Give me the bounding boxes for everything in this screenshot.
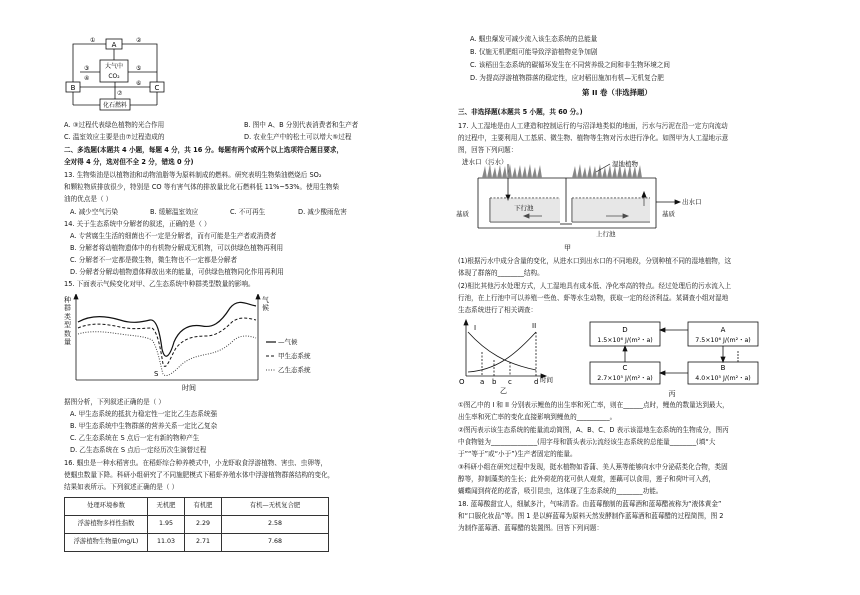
q17-p4-c: 于”“等于”或“小于”)生产者固定的能量。 (458, 450, 577, 458)
section-2-title-2: 全对得 4 分，选对但不全 2 分，错选 0 分) (64, 158, 194, 166)
wetland-diagram (456, 158, 716, 254)
section-3-title: 三、非选择题(本题共 5 小题，共 60 分。) (458, 108, 583, 116)
q17-p5-c: 蝴蝶闻到荷花的花香，吸引昆虫，这体现了生态系统的________功能。 (458, 487, 663, 495)
q17-stem-3: 图，回答下列问题： (458, 146, 518, 154)
q17-p2-a: (2)相比其他污水处理方式，人工湿地具有成本低、净化率高的特点。经过处理后的污水流入上 (458, 282, 732, 290)
value-d: 1.5×10⁶ J/(m²・a) (597, 337, 653, 344)
q17-p5-b: 醇等，抑制藻类的生长；此外荷花的花可供人观赏，莲藕可以食用，莲子和荷叶可入药， (458, 475, 716, 483)
mark-7: ⑦ (117, 90, 123, 97)
q13-stem-1: 13. 生物柴油是以植物油和动物油脂等为原料制成的燃料。研究表明生物柴油燃烧后 SO₂ (64, 171, 322, 179)
origin-label: O (459, 378, 465, 386)
plants-label: 湿地植物 (612, 160, 638, 168)
legend-system-a: 甲生态系统 (278, 352, 311, 360)
x-axis-label: 时间 (182, 384, 196, 392)
q13-option-b: B. 缓解温室效应 (150, 208, 199, 216)
table-cell: 2.58 (222, 516, 329, 534)
table-header: 处理环境参数 (65, 498, 148, 516)
q17-p2-b: 行池，在上行池中可以养殖一些鱼、虾等水生动物，获取一定的经济利益。某调查小组对湿地 (458, 294, 729, 302)
ylabel-char: 数 (64, 329, 71, 338)
climate-char: 气 (262, 296, 269, 304)
q15-option-c: C. 乙生态系统在 S 点后一定有新的物种产生 (70, 434, 200, 442)
q14-stem: 14. 关于生态系统中分解者的叙述，正确的是（ ） (64, 220, 211, 228)
curve-ii (468, 332, 536, 372)
table-header: 有机—无机复合肥 (222, 498, 329, 516)
fig-c-caption: 丙 (668, 390, 676, 398)
system-b-line (78, 332, 256, 376)
tick-c: c (508, 378, 512, 386)
ylabel-char: 类 (64, 312, 71, 321)
curve-ii-label: II (532, 322, 537, 330)
label-fossil: 化石燃料 (102, 102, 128, 109)
label-b: B (720, 364, 726, 372)
table-cell: 浮游植物生物量(mg/L) (65, 534, 148, 552)
q16-option-b: B. 仅施无机肥组可能导致浮游植物竞争加剧 (470, 48, 598, 56)
label-co2-1: 大气中 (104, 63, 124, 70)
outlet-label: 出水口 (682, 198, 702, 206)
base-label-left: 基质 (456, 210, 469, 218)
q16-stem-2: 使蝈虫数量下降。科研小组研究了不同施肥模式下稻虾养殖水体中浮游植物群落结构的变化， (64, 471, 335, 479)
prev-option-a: A. ③过程代表绿色植物的光合作用 (64, 121, 165, 129)
q17-p4-b: 中食物链为______________(用字母和箭头表示);流经该生态系统的总能量________(填“大 (458, 438, 716, 446)
table-header: 无机肥 (148, 498, 185, 516)
mark-2: ② (136, 37, 142, 44)
q14-option-c: C. 分解者不一定都是微生物，微生物也不一定都是分解者 (70, 256, 238, 264)
label-a: A (720, 326, 726, 334)
q15-option-d: D. 乙生态系统在 S 点后一定经历次生演替过程 (70, 446, 207, 454)
q13-option-a: A. 减少空气污染 (70, 208, 119, 216)
label-a: A (111, 41, 117, 49)
system-a-line (78, 318, 256, 366)
table-row (65, 498, 329, 516)
q13-option-c: C. 不可再生 (230, 208, 266, 216)
curve-i-label: I (474, 324, 477, 332)
prev-option-c: C. 温室效应主要是由⑦过程造成的 (64, 133, 165, 141)
q17-p3-a: ①图乙中的 I 和 II 分别表示鲤鱼的出生率和死亡率，则在______点时，鲤鱼的数量达到最大， (458, 401, 729, 409)
table-row (65, 516, 329, 534)
tick-d: d (534, 378, 539, 386)
ylabel-char: 群 (64, 304, 71, 313)
label-co2-2: CO₂ (108, 73, 120, 80)
table-cell: 浮游植物多样性指数 (65, 516, 148, 534)
q13-stem-3: 油的优点是（ ） (64, 195, 113, 203)
point-s: S (154, 370, 159, 378)
q18-stem-2: 和“口服化妆品”等。图 1 是以鲜蓝莓为原料天然发酵制作蓝莓酒和蓝莓醋的过程简图，图 2 (458, 512, 724, 520)
label-d: D (622, 326, 628, 334)
legend-system-b: 乙生态系统 (278, 366, 311, 374)
q16-option-a: A. 蝈虫爆发可减少流入该生态系统的总能量 (470, 35, 598, 43)
q17-p1-a: (1)根据污水中成分含量的变化，从进水口到出水口的不同地段，分别种植不同的湿地植物，这 (458, 257, 732, 265)
q17-p2-c: 生态系统进行了相关调查： (458, 306, 538, 314)
mark-6: ⑥ (136, 80, 142, 87)
q13-stem-2: 和颗粒物质排放很少，特别是 CO 等有害气体的排放量比化石燃料低 11%~53%。使用生物柴 (64, 183, 340, 191)
volume-2-title: 第 II 卷（非选择题） (582, 88, 652, 97)
q15-option-a: A. 甲生态系统的抵抗力稳定性一定比乙生态系统强 (70, 410, 218, 418)
label-c: C (154, 84, 160, 92)
q15-option-b: B. 甲生态系统中生物群落的营养关系一定比乙复杂 (70, 422, 218, 430)
inlet-label: 进水口（污水） (462, 158, 508, 166)
up-pool-label: 上行池 (596, 230, 616, 238)
table-cell: 7.68 (222, 534, 329, 552)
climate-line (78, 302, 256, 356)
mark-3: ③ (84, 65, 90, 72)
q17-p5-a: ③科研小组在研究过程中发现，挺水植物如香蒲、美人蕉等能够向水中分泌萜类化合物，类固 (458, 463, 728, 471)
curve-i (468, 332, 536, 370)
q16-stem-3: 结果如表所示。下列叙述正确的是（ ） (64, 483, 179, 491)
q14-option-a: A. 专营腐生生活的细菌也不一定是分解者，而有可能是生产者或消费者 (70, 232, 277, 240)
q13-option-d: D. 减少酸雨危害 (298, 208, 347, 216)
mark-1: ① (90, 37, 96, 44)
climate-char: 候 (262, 304, 269, 313)
prev-option-b: B. 图中 A、B 分别代表消费者和生产者 (244, 121, 359, 129)
fig-b-caption: 乙 (500, 387, 507, 394)
tick-a: a (480, 378, 485, 386)
label-c: C (622, 364, 628, 372)
q17-p4-a: ②图丙表示该生态系统的能量流动简图，A、B、C、D 表示该湿地生态系统的生物成分，图丙 (458, 426, 729, 434)
tick-b: b (492, 378, 497, 386)
value-a: 7.5×10⁶ J/(m²・a) (695, 337, 751, 344)
birth-death-chart (456, 318, 556, 394)
table-row (65, 534, 329, 552)
q18-stem-1: 18. 蓝莓酸甜宜人，细腻多汁，气味清香。由蓝莓酿制的蓝莓酒和蓝莓醋被称为“液体黄金” (458, 500, 722, 508)
table-cell: 11.03 (148, 534, 185, 552)
table-cell: 1.95 (148, 516, 185, 534)
table-cell: 2.71 (185, 534, 222, 552)
mark-4: ④ (84, 75, 90, 82)
table-header: 有机肥 (185, 498, 222, 516)
q14-option-b: B. 分解者将动植物遗体中的有机物分解成无机物，可以供绿色植物再利用 (70, 244, 284, 252)
q15-chart (62, 294, 342, 394)
label-b: B (70, 84, 76, 92)
legend-climate: —气候 (278, 338, 298, 346)
q15-question: 据图分析，下列叙述正确的是（ ） (64, 398, 166, 406)
ylabel-char: 型 (64, 321, 71, 330)
q15-stem: 15. 下面表示气候变化对甲、乙生态系统中种群类型数量的影响。 (64, 280, 255, 288)
q17-stem-1: 17. 人工湿地是由人工建造和控制运行的与沼泽地类似的地面，污水与污泥在沿一定方向流动 (458, 122, 728, 130)
q18-stem-3: 为制作蓝莓酒、蓝莓醋的装置图。回答下列问题： (458, 524, 604, 532)
q16-option-d: D. 为提高浮游植物群落的稳定性，应对稻田施加有机—无机复合肥 (470, 74, 664, 82)
down-pool-label: 下行池 (514, 204, 534, 212)
mark-5: ⑤ (136, 65, 142, 72)
ylabel-char: 种 (64, 296, 71, 304)
q17-p3-b: 出生率和死亡率的变化直接影响到鲤鱼的__________。 (458, 413, 617, 421)
q14-option-d: D. 分解者分解动植物遗体释放出来的能量，可供绿色植物同化作用再利用 (70, 268, 284, 276)
ylabel-char: 量 (64, 337, 71, 346)
q16-table (64, 497, 329, 552)
section-2-title: 二、多选题(本题共 4 小题，每题 4 分，共 16 分。每题有两个或两个以上选项符合题目要求， (64, 146, 344, 154)
value-c: 2.7×10⁵ J/(m²・a) (597, 375, 653, 382)
carbon-cycle-diagram (60, 35, 170, 115)
q17-stem-2: 的过程中，主要利用人工基质、微生物、植物等生物对污水进行净化。如图甲为人工湿地示意 (458, 134, 729, 142)
x-axis-label: 时间 (540, 376, 553, 384)
base-label-right: 基质 (662, 210, 675, 218)
q16-stem-1: 16. 蝈虫是一种水稻害虫。在稻虾综合种养模式中，小龙虾取食浮游植物、害虫、虫卵等， (64, 459, 328, 467)
value-b: 4.0×10⁵ J/(m²・a) (695, 375, 751, 382)
energy-flow-diagram (588, 318, 760, 398)
q16-option-c: C. 该稻田生态系统的碳循环发生在不同营养级之间和非生物环境之间 (470, 61, 671, 69)
table-cell: 2.29 (185, 516, 222, 534)
prev-option-d: D. 农业生产中的松土可以增大⑤过程 (244, 133, 352, 141)
q17-p1-b: 体现了群落的________结构。 (458, 269, 544, 277)
fig-a-caption: 甲 (564, 244, 571, 252)
